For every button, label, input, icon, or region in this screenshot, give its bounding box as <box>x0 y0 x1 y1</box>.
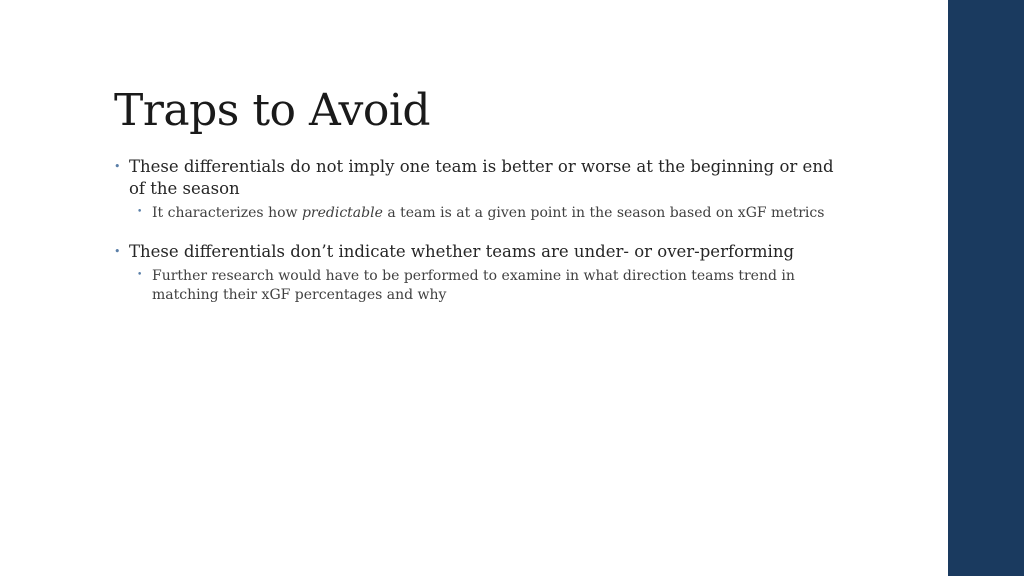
bullet-level1-item <box>114 241 834 263</box>
slide-title: Traps to Avoid <box>114 85 431 136</box>
accent-side-bar <box>948 0 1024 576</box>
sub-bullet-emphasis: predictable <box>301 205 383 221</box>
slide-body <box>114 156 834 305</box>
bullet-level1-item <box>114 156 834 200</box>
bullet-icon: • <box>114 245 121 258</box>
sub-bullet-text: Further research would have to be performed to examine in what direction teams trend in matching their xGF percentages and why <box>152 268 795 303</box>
bullet-level2-item <box>137 267 834 305</box>
bullet-icon: • <box>114 160 121 173</box>
sub-bullet-icon: • <box>137 270 143 280</box>
sub-bullet-text-end: a team is at a given point in the season based on xGF metrics <box>382 205 825 221</box>
sub-bullet-icon: • <box>137 207 143 217</box>
sub-bullet-text-start: It characterizes how <box>152 205 302 221</box>
bullet-text: These differentials do not imply one team is better or worse at the beginning or end of the season <box>129 157 834 198</box>
bullet-text: These differentials don’t indicate whether teams are under- or over-performing <box>129 242 795 261</box>
bullet-level2-item <box>137 204 834 223</box>
bullet-group-2 <box>114 241 834 305</box>
bullet-group-1 <box>114 156 834 223</box>
